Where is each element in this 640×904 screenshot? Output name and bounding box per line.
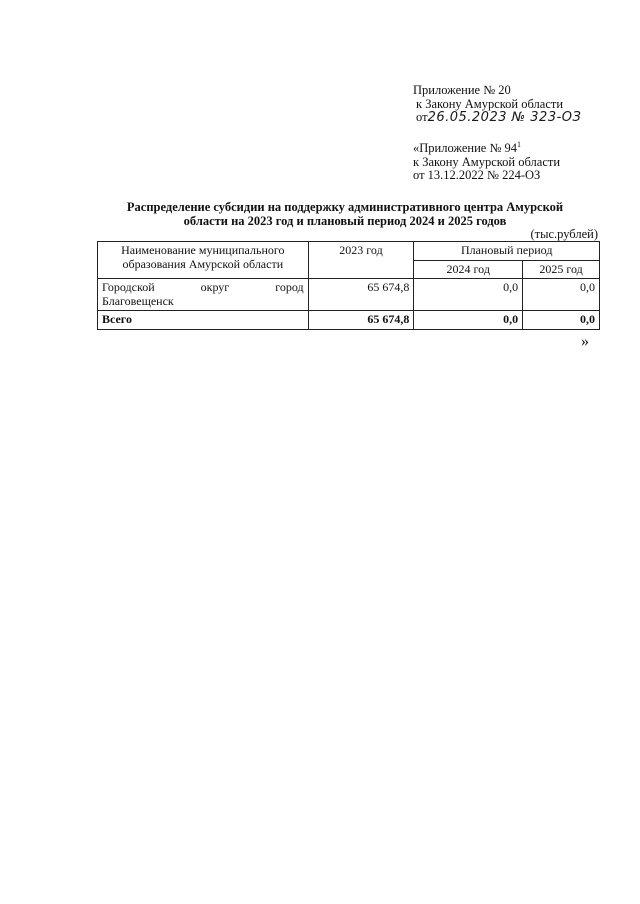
- document-title-line2: области на 2023 год и плановый период 2024 и 2025 годов: [183, 214, 507, 228]
- table-row: [98, 279, 600, 311]
- row-value-2023: 65 674,8: [308, 279, 414, 311]
- units-label: (тыс.рублей): [530, 227, 598, 241]
- appendix-date-line: [413, 111, 581, 125]
- total-value-2024: 0,0: [414, 311, 523, 330]
- row-name-line1: Городской округ город: [102, 280, 304, 294]
- document-title-line1: Распределение субсидии на поддержку административного центра Амурской: [126, 200, 564, 214]
- table-total-row: [98, 311, 600, 330]
- total-value-2023: 65 674,8: [308, 311, 414, 330]
- total-label: Всего: [98, 311, 309, 330]
- appendix-number: Приложение № 20: [413, 83, 511, 97]
- quoted-appendix-date: от 13.12.2022 № 224-ОЗ: [413, 168, 541, 182]
- appendix-header: [413, 84, 581, 125]
- header-2024: 2024 год: [414, 260, 523, 279]
- quoted-appendix-number-text: «Приложение № 94: [413, 141, 518, 155]
- header-plan-period: Плановый период: [414, 242, 600, 261]
- table-header-row: [98, 242, 600, 261]
- appendix-law-ref: к Закону Амурской области: [416, 96, 564, 111]
- row-name-line2: Благовещенск: [102, 293, 174, 308]
- header-2023: 2023 год: [308, 242, 414, 279]
- document-title: [100, 200, 590, 228]
- row-municipality-name: [98, 279, 309, 311]
- handwritten-date-number: 26.05.2023 № 323-ОЗ: [427, 110, 582, 125]
- quoted-appendix-superscript: 1: [517, 140, 522, 149]
- closing-quote: »: [581, 333, 589, 350]
- quoted-appendix-header: [413, 138, 560, 183]
- row-value-2025: 0,0: [523, 279, 600, 311]
- row-value-2024: 0,0: [414, 279, 523, 311]
- header-2025: 2025 год: [523, 260, 600, 279]
- appendix-date-prefix: от: [416, 110, 428, 124]
- header-municipality: Наименование муниципального образования Амурской области: [98, 242, 309, 279]
- quoted-appendix-law-ref: к Закону Амурской области: [413, 154, 561, 169]
- subsidy-table: [97, 241, 600, 330]
- total-value-2025: 0,0: [523, 311, 600, 330]
- quoted-appendix-number: [413, 138, 560, 156]
